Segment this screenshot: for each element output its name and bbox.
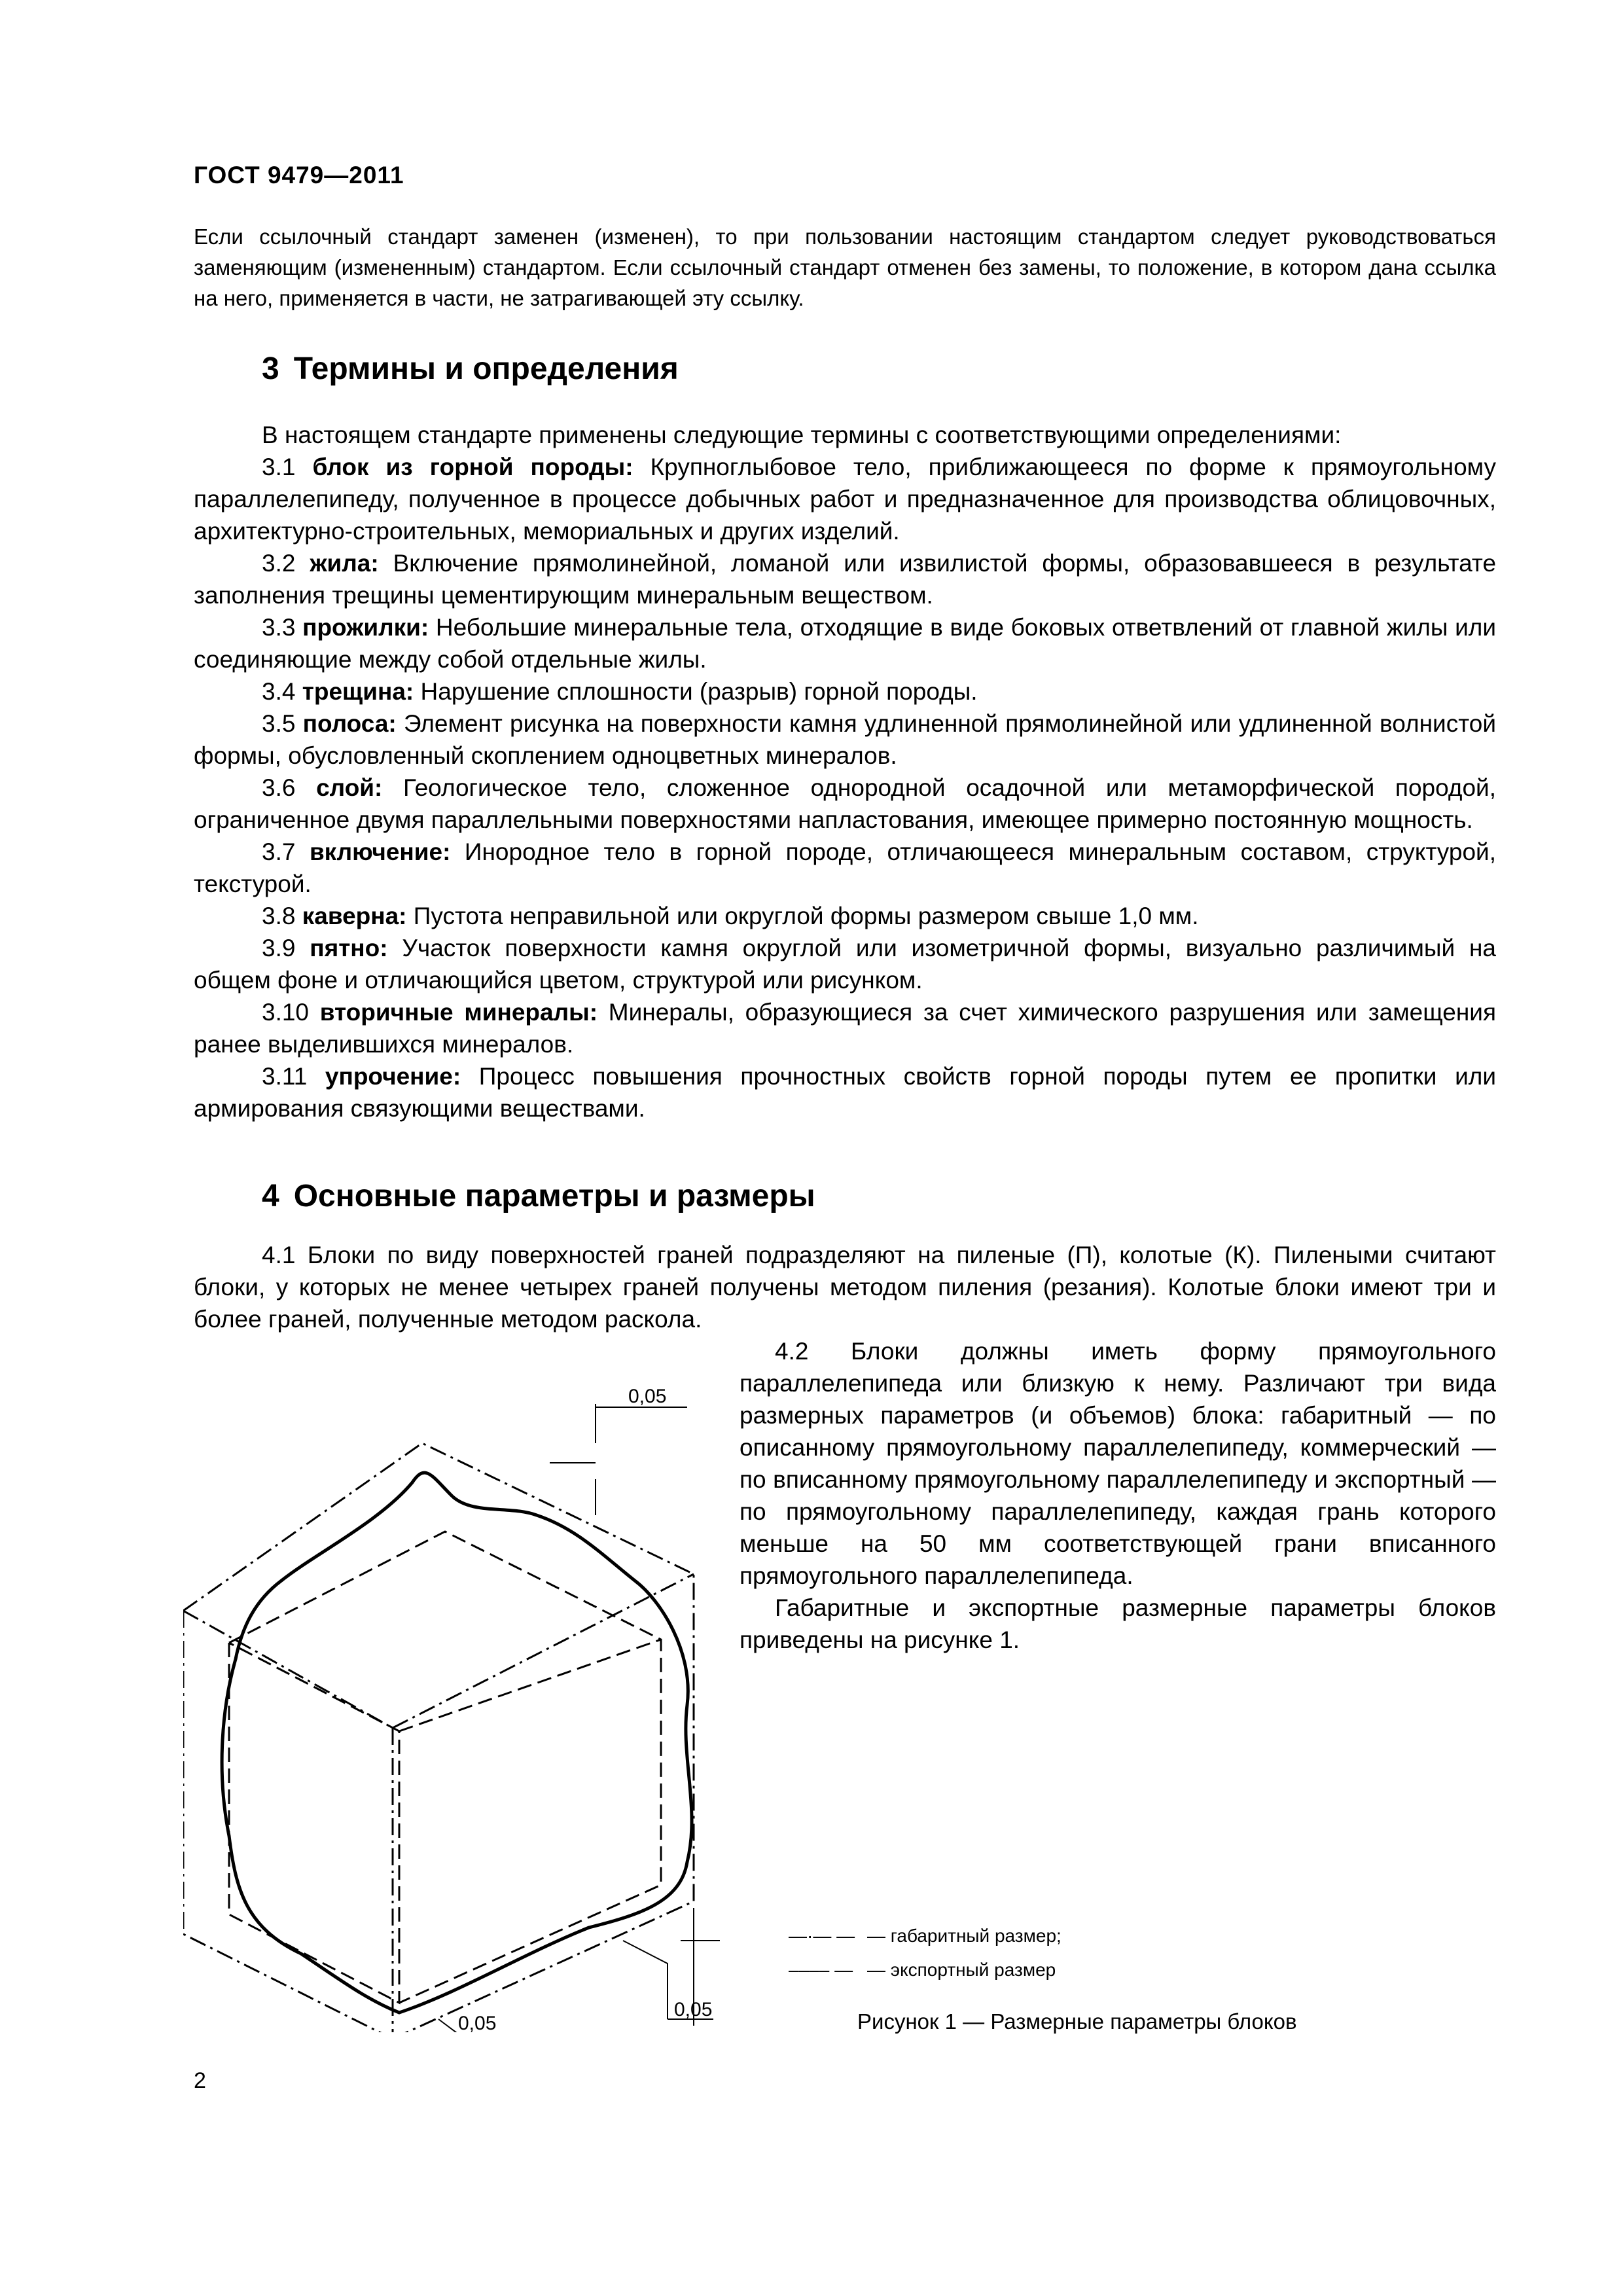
legend-text: — экспортный размер — [867, 1960, 1056, 1980]
section-title: Основные параметры и размеры — [293, 1179, 815, 1213]
term-item — [194, 675, 1496, 708]
term-definition: Нарушение сплошности (разрыв) горной породы. — [420, 678, 978, 705]
export-dimension-box — [229, 1532, 661, 2003]
term-name: пятно: — [310, 935, 388, 961]
legend-mark: –––– — — [789, 1960, 853, 1980]
dim-label-bottom: 0,05 — [458, 2013, 497, 2034]
term-number: 3.7 — [262, 838, 296, 865]
section-4-heading — [262, 1178, 815, 1214]
intro-paragraph: Если ссылочный стандарт заменен (изменен), то при пользовании настоящим стандартом следует руководствоваться заменяющим (измененным) стандартом. Если ссылочный стандарт отменен без замены, то положение, в котором дана ссылка на него, применяется в части, не затрагивающей эту ссылку. — [194, 224, 1496, 310]
term-name: полоса: — [302, 710, 397, 737]
term-item — [194, 547, 1496, 611]
term-name: каверна: — [302, 903, 407, 929]
term-number: 3.4 — [262, 678, 296, 705]
paragraph-4-1 — [194, 1239, 1496, 1335]
figure-caption: Рисунок 1 — Размерные параметры блоков — [857, 2009, 1297, 2034]
paragraph-4-2-block — [740, 1335, 1496, 1656]
section-title: Термины и определения — [293, 351, 679, 386]
term-definition: Включение прямолинейной, ломаной или извилистой формы, образовавшееся в результате заполнения трещины цементирующим минеральным веществом. — [194, 550, 1497, 609]
term-definition: Пустота неправильной или округлой формы размером свыше 1,0 мм. — [413, 903, 1199, 929]
term-definition: Процесс повышения прочностных свойств горной породы путем ее пропитки или армирования связующими веществами. — [194, 1063, 1497, 1122]
term-number: 3.9 — [262, 935, 296, 961]
term-name: упрочение: — [325, 1063, 461, 1090]
term-definition: Элемент рисунка на поверхности камня удлиненной прямолинейной или удлиненной волнистой формы, обусловленный скоплением одноцветных минералов. — [194, 710, 1497, 769]
term-number: 3.3 — [262, 614, 296, 641]
term-definition: Геологическое тело, сложенное однородной осадочной или метаморфической породой, ограниченное двумя параллельными поверхностями напластования, имеющее примерно постоянную мощность. — [194, 774, 1496, 833]
term-number: 3.10 — [262, 999, 310, 1026]
section-3-heading — [262, 351, 679, 387]
dimension-lines — [438, 1404, 720, 2032]
section-lead: В настоящем стандарте применены следующие термины с соответствующими определениями: — [262, 422, 1342, 448]
block-dimension-figure — [183, 1365, 720, 2032]
term-definition: Минералы, образующиеся за счет химического разрушения или замещения ранее выделившихся минералов. — [194, 999, 1496, 1058]
term-number: 3.6 — [262, 774, 296, 801]
term-item — [194, 932, 1496, 996]
section-number: 4 — [262, 1179, 279, 1213]
legend-overall — [789, 1926, 1061, 1946]
term-definition: Инородное тело в горной породе, отличающееся минеральным составом, структурой, текстурой. — [194, 838, 1496, 897]
term-item — [194, 996, 1496, 1060]
term-definition: Крупноглыбовое тело, приближающееся по форме к прямоугольному параллелепипеду, полученное в процессе добычных работ и предназначенное для производства облицовочных, архитектурно-строительных, мемориальных и других изделий. — [194, 454, 1497, 545]
term-name: жила: — [310, 550, 379, 577]
standard-header: ГОСТ 9479—2011 — [194, 162, 404, 188]
term-item — [194, 836, 1496, 900]
term-number: 3.11 — [262, 1063, 308, 1090]
term-name: блок из горной породы: — [312, 454, 633, 480]
paragraph-4-2: 4.2 Блоки должны иметь форму прямоугольного параллелепипеда или близкую к нему. Различают три вида размерных параметров (и объемов) блока: габаритный — по описанному прямоугольному параллелепипеду, коммерческий — по вписанному прямоугольному параллелепипеду и экспортный — по прямоугольному параллелепипеду, каждая грань которого меньше на 50 мм соответствующей грани вписанного прямоугольного параллелепипеда. — [740, 1338, 1496, 1589]
dim-label-right: 0,05 — [674, 1999, 713, 2020]
term-item — [194, 1060, 1496, 1124]
term-item — [194, 611, 1496, 675]
block-outline — [222, 1473, 692, 2013]
terms-list — [194, 419, 1496, 1124]
term-name: слой: — [316, 774, 383, 801]
page-number: 2 — [194, 2068, 206, 2093]
term-name: трещина: — [302, 678, 414, 705]
term-item — [194, 708, 1496, 772]
section-number: 3 — [262, 351, 279, 386]
term-name: прожилки: — [302, 614, 429, 641]
term-number: 3.8 — [262, 903, 296, 929]
overall-dimension-box — [183, 1443, 694, 2032]
term-name: включение: — [309, 838, 451, 865]
term-item — [194, 451, 1496, 547]
legend-text: — габаритный размер; — [867, 1926, 1061, 1946]
term-number: 3.1 — [262, 454, 296, 480]
paragraph-text: 4.1 Блоки по виду поверхностей граней подразделяют на пиленые (П), колотые (К). Пилеными считают блоки, у которых не менее четырех граней получены методом пиления (резания). Колотые блоки имеют три и более граней, полученные методом раскола. — [194, 1242, 1496, 1333]
term-definition: Небольшие минеральные тела, отходящие в виде боковых ответвлений от главной жилы или соединяющие между собой отдельные жилы. — [194, 614, 1497, 673]
term-item — [194, 900, 1496, 932]
term-number: 3.5 — [262, 710, 296, 737]
legend-mark: —·— — — [789, 1926, 855, 1946]
term-name: вторичные минералы: — [319, 999, 598, 1026]
legend-export — [789, 1960, 1056, 1981]
term-number: 3.2 — [262, 550, 296, 577]
term-item — [194, 772, 1496, 836]
term-definition: Участок поверхности камня округлой или изометричной формы, визуально различимый на общем фоне и отличающийся цветом, структурой или рисунком. — [194, 935, 1497, 994]
dim-label-top: 0,05 — [628, 1386, 667, 1407]
paragraph-4-2-figure-ref: Габаритные и экспортные размерные параметры блоков приведены на рисунке 1. — [740, 1594, 1496, 1653]
